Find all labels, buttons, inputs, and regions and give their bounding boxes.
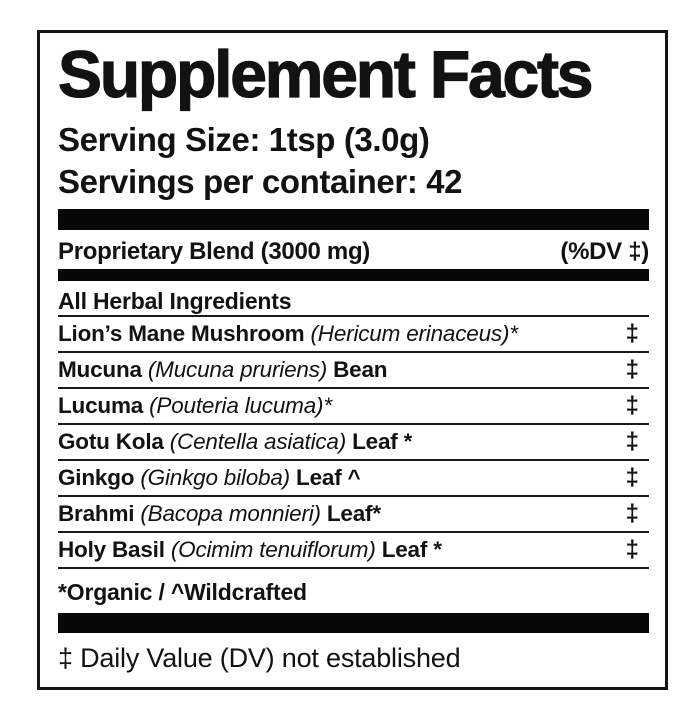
ingredient-row <box>58 317 649 353</box>
supplement-facts-panel <box>37 30 668 690</box>
ingredient-part: Leaf * <box>381 537 442 562</box>
ingredient-part: Leaf * <box>352 429 413 454</box>
section-header-text: All Herbal Ingredients <box>58 288 292 314</box>
ingredient-row <box>58 533 649 569</box>
section-header-row <box>58 281 649 317</box>
ingredient-text <box>58 393 332 419</box>
ingredient-text <box>58 429 412 455</box>
ingredient-text <box>58 465 361 491</box>
organic-footnote-row <box>58 569 649 605</box>
divider-bar-top <box>58 209 649 230</box>
ingredient-latin-name: (Pouteria lucuma)* <box>149 393 332 418</box>
serving-info <box>58 119 649 203</box>
ingredient-row <box>58 389 649 425</box>
organic-footnote: *Organic / ^Wildcrafted <box>58 579 307 605</box>
ingredient-row <box>58 353 649 389</box>
double-dagger-symbol: ‡ <box>625 536 639 563</box>
ingredient-part: Leaf* <box>326 501 381 526</box>
ingredient-latin-name: (Ocimim tenuiflorum) <box>170 537 376 562</box>
ingredient-latin-name: (Ginkgo biloba) <box>140 465 290 490</box>
ingredient-latin-name: (Centella asiatica) <box>169 429 347 454</box>
double-dagger-symbol: ‡ <box>625 500 639 527</box>
ingredient-row <box>58 497 649 533</box>
ingredient-row <box>58 425 649 461</box>
double-dagger-symbol: ‡ <box>625 356 639 383</box>
ingredient-part: Bean <box>333 357 388 382</box>
ingredient-text <box>58 501 381 527</box>
double-dagger-symbol: ‡ <box>625 392 639 419</box>
double-dagger-symbol: ‡ <box>625 428 639 455</box>
ingredient-name: Brahmi <box>58 501 135 526</box>
ingredient-name: Holy Basil <box>58 537 165 562</box>
ingredient-text <box>58 537 442 563</box>
ingredient-part: Leaf ^ <box>296 465 361 490</box>
ingredient-latin-name: (Bacopa monnieri) <box>140 501 321 526</box>
ingredient-name: Lucuma <box>58 393 144 418</box>
daily-value-footnote: ‡ Daily Value (DV) not established <box>58 643 461 673</box>
dv-column-header: (%DV ‡) <box>560 238 649 265</box>
divider-bar-mid <box>58 269 649 281</box>
daily-value-footnote-row <box>58 643 649 674</box>
servings-per-container: Servings per container: 42 <box>58 163 463 200</box>
proprietary-blend-row <box>58 230 649 269</box>
ingredient-name: Ginkgo <box>58 465 135 490</box>
divider-bar-bottom <box>58 613 649 633</box>
double-dagger-symbol: ‡ <box>625 464 639 491</box>
panel-title: Supplement Facts <box>58 37 592 111</box>
ingredient-latin-name: (Mucuna pruriens) <box>147 357 328 382</box>
ingredient-name: Lion’s Mane Mushroom <box>58 321 305 346</box>
ingredient-name: Gotu Kola <box>58 429 164 454</box>
ingredient-text <box>58 357 387 383</box>
ingredient-latin-name: (Hericum erinaceus)* <box>310 321 518 346</box>
ingredient-name: Mucuna <box>58 357 142 382</box>
ingredient-row <box>58 461 649 497</box>
double-dagger-symbol: ‡ <box>625 320 639 347</box>
proprietary-blend-name: Proprietary Blend (3000 mg) <box>58 238 370 265</box>
ingredient-text <box>58 321 518 347</box>
serving-size: Serving Size: 1tsp (3.0g) <box>58 121 430 158</box>
